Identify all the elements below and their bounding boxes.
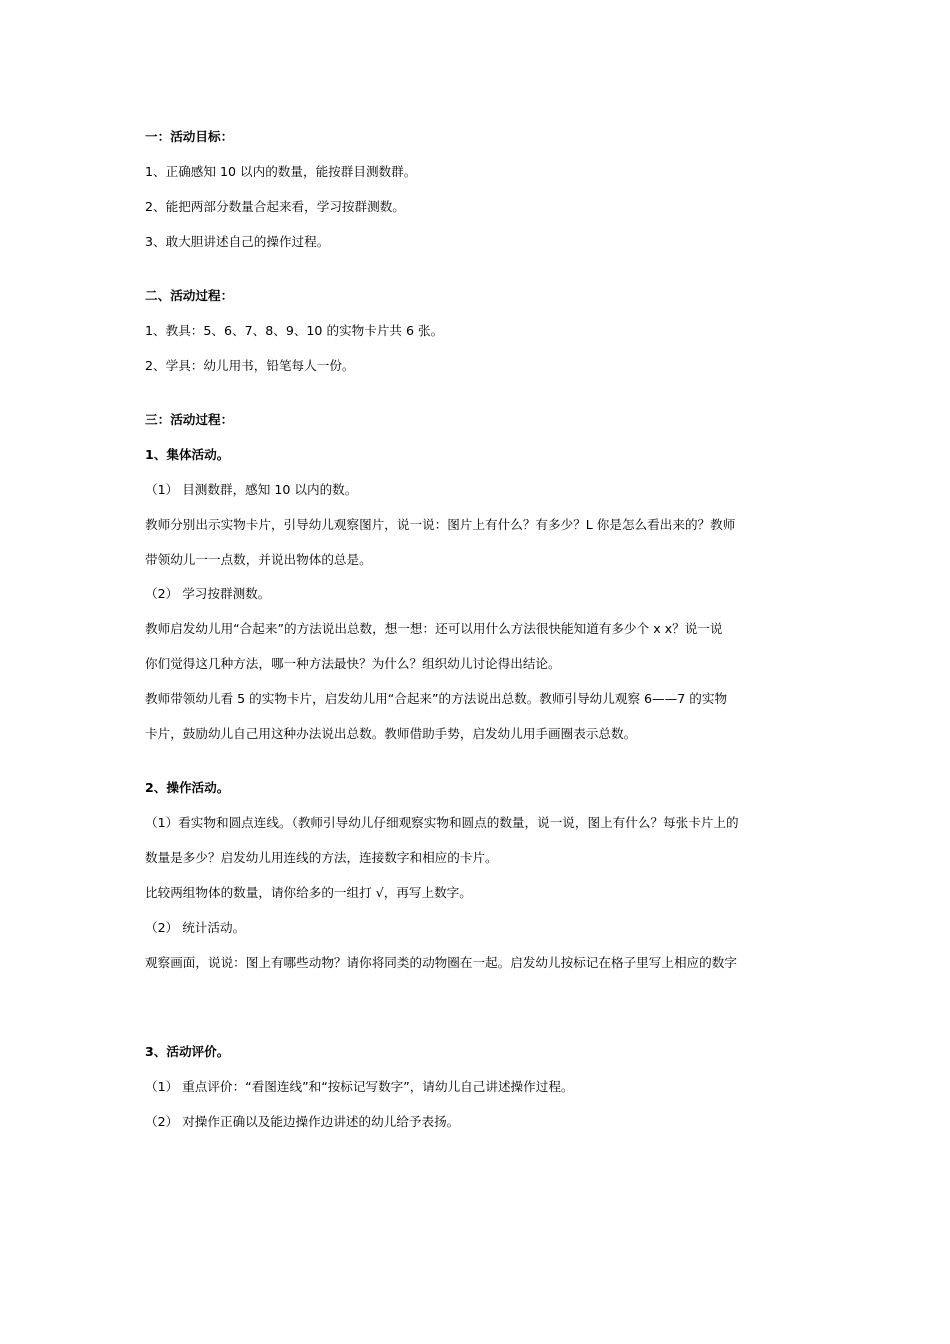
part-1-line: 卡片，鼓励幼儿自己用这种办法说出总数。教师借助手势，启发幼儿用手画圈表示总数。 xyxy=(145,726,637,741)
part-2-line: 比较两组物体的数量，请你给多的一组打 √，再写上数字。 xyxy=(145,885,472,900)
part-2-line: 观察画面，说说：图上有哪些动物？请你将同类的动物圈在一起。启发幼儿按标记在格子里写上相应的数字 xyxy=(145,955,737,970)
part-1-line: 你们觉得这几种方法，哪一种方法最快？为什么？组织幼儿讨论得出结论。 xyxy=(145,656,561,671)
part-1-line: 教师分别出示实物卡片，引导幼儿观察图片，说一说：图片上有什么？有多少？L 你是怎么看出来的？教师 xyxy=(145,517,736,532)
part-1-line: 教师启发幼儿用“合起来”的方法说出总数，想一想：还可以用什么方法很快能知道有多少个 x x？说一说 xyxy=(145,621,723,636)
part-3-heading: 3、活动评价。 xyxy=(145,1044,230,1059)
part-1-line: （2） 学习按群测数。 xyxy=(145,586,271,601)
part-3-line: （1） 重点评价：“看图连线”和“按标记写数字”，请幼儿自己讲述操作过程。 xyxy=(145,1079,574,1094)
goal-item-1: 1、正确感知 10 以内的数量，能按群目测数群。 xyxy=(145,164,417,179)
goal-item-2: 2、能把两部分数量合起来看，学习按群测数。 xyxy=(145,199,405,214)
part-2-line: （1）看实物和圆点连线。（教师引导幼儿仔细观察实物和圆点的数量，说一说，图上有什么？每张卡片上的 xyxy=(145,815,739,830)
prep-item-1: 1、教具：5、6、7、8、9、10 的实物卡片共 6 张。 xyxy=(145,323,444,338)
part-1-line: 教师带领幼儿看 5 的实物卡片，启发幼儿用“合起来”的方法说出总数。教师引导幼儿观察 6——7 的实物 xyxy=(145,691,728,706)
part-3-line: （2） 对操作正确以及能边操作边讲述的幼儿给予表扬。 xyxy=(145,1114,460,1129)
part-1-heading: 1、集体活动。 xyxy=(145,447,230,462)
part-1-line: 带领幼儿一一点数，并说出物体的总是。 xyxy=(145,552,372,567)
part-2-heading: 2、操作活动。 xyxy=(145,780,230,795)
part-1-line: （1） 目测数群，感知 10 以内的数。 xyxy=(145,482,358,497)
section-2-heading: 二、活动过程： xyxy=(145,288,234,303)
part-2-line: （2） 统计活动。 xyxy=(145,920,246,935)
section-3-heading: 三：活动过程： xyxy=(145,412,234,427)
section-1-heading: 一：活动目标： xyxy=(145,129,234,144)
prep-item-2: 2、学具：幼儿用书，铅笔每人一份。 xyxy=(145,358,355,373)
goal-item-3: 3、敢大胆讲述自己的操作过程。 xyxy=(145,234,330,249)
part-2-line: 数量是多少？启发幼儿用连线的方法，连接数字和相应的卡片。 xyxy=(145,850,498,865)
